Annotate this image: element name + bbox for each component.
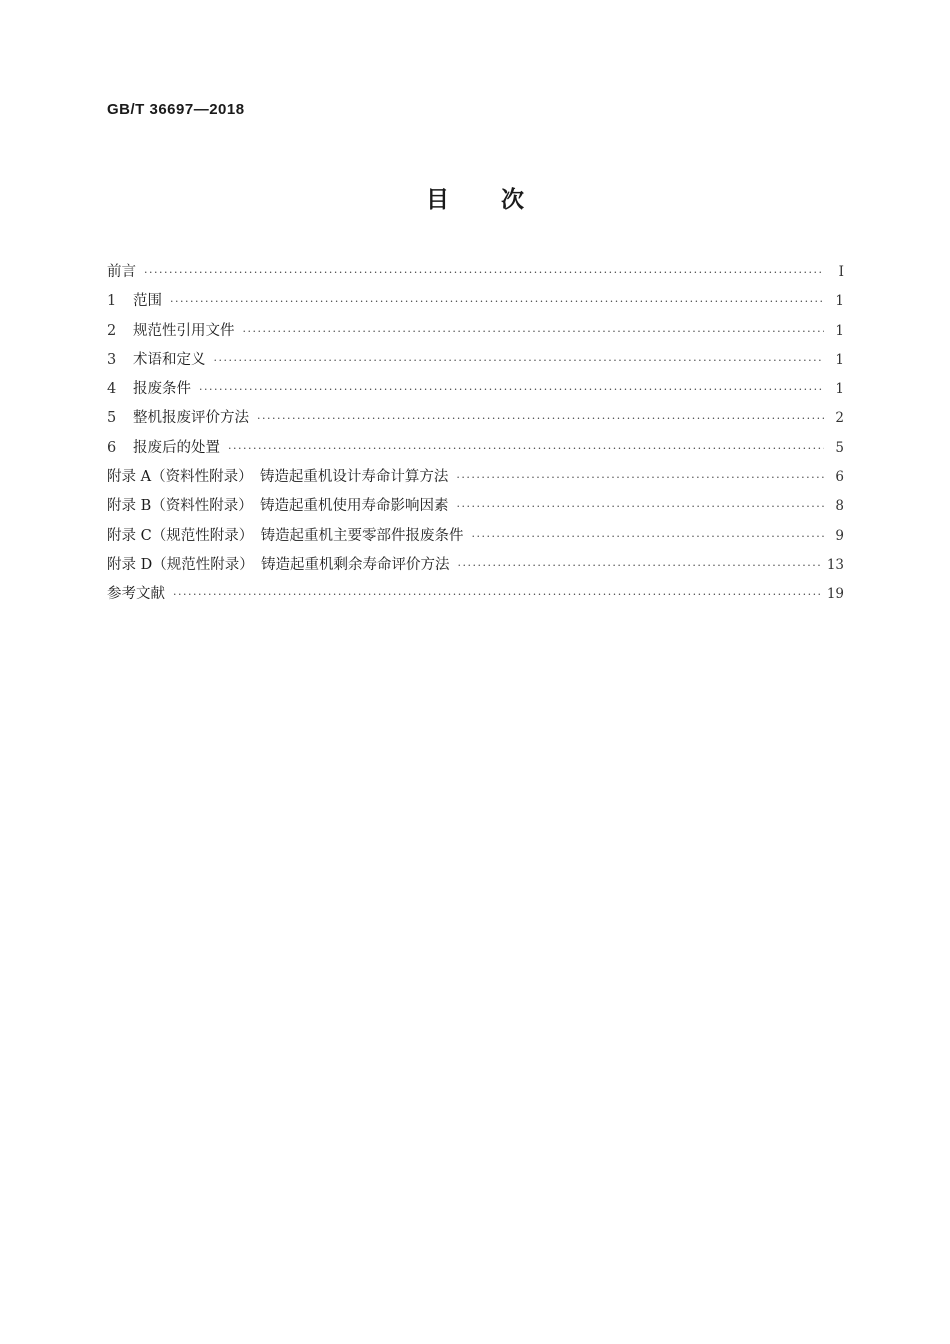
toc-leader-dots — [214, 346, 825, 375]
toc-entry-label: 4 报废条件 — [107, 375, 199, 404]
toc-entry-label: 附录 C（规范性附录） 铸造起重机主要零部件报废条件 — [107, 527, 464, 544]
toc-section-number: 4 — [107, 381, 117, 398]
toc-entry-label: 6 报废后的处置 — [107, 434, 228, 463]
toc-entry-label: 附录 B（资料性附录） 铸造起重机使用寿命影响因素 — [107, 498, 449, 515]
toc-entry-label: 5 整机报废评价方法 — [107, 404, 257, 433]
toc-leader-dots — [457, 492, 824, 521]
toc-page-number: 9 — [835, 527, 844, 544]
toc-page-number: Ⅰ — [838, 264, 844, 280]
standard-number: GB/T 36697—2018 — [107, 101, 245, 118]
toc-entry-label: 附录 D（规范性附录） 铸造起重机剩余寿命评价方法 — [107, 556, 450, 573]
toc-page-number: 1 — [835, 322, 844, 339]
toc-page-number: 1 — [835, 351, 844, 368]
toc-page-number: 5 — [835, 439, 844, 456]
toc-page-number: 19 — [826, 586, 844, 603]
toc-page-number: 2 — [835, 410, 844, 427]
toc-leader-dots — [199, 375, 824, 404]
toc-leader-dots — [144, 258, 824, 287]
toc-section-number: 6 — [107, 439, 117, 456]
toc-entry-scope[interactable] — [107, 287, 844, 316]
toc-page-number: 13 — [826, 556, 844, 573]
toc-entry-label: 2 规范性引用文件 — [107, 317, 243, 346]
toc-entry-annex-a[interactable] — [107, 463, 844, 492]
toc-entry-terms[interactable] — [107, 346, 844, 375]
toc-page-number: 8 — [835, 498, 844, 515]
toc-entry-annex-d[interactable] — [107, 551, 844, 580]
toc-page-number: 1 — [835, 293, 844, 310]
toc-entry-label: 1 范围 — [107, 287, 170, 316]
toc-entry-disposal[interactable] — [107, 434, 844, 463]
toc-section-number: 2 — [107, 322, 117, 339]
toc-entry-bibliography[interactable] — [107, 580, 844, 609]
toc-entry-label: 参考文献 — [107, 586, 165, 603]
page-title: 目次 — [426, 187, 576, 213]
toc-entry-label: 附录 A（资料性附录） 铸造起重机设计寿命计算方法 — [107, 469, 449, 486]
toc-entry-foreword[interactable] — [107, 258, 844, 287]
toc-page-number: 6 — [835, 469, 844, 486]
toc-section-number: 3 — [107, 351, 117, 368]
toc-leader-dots — [471, 522, 824, 551]
toc-leader-dots — [170, 287, 824, 316]
toc-entry-annex-b[interactable] — [107, 492, 844, 521]
toc-entry-label: 3 术语和定义 — [107, 346, 214, 375]
toc-page-number: 1 — [835, 381, 844, 398]
toc-entry-label: 前言 — [107, 264, 136, 280]
toc-entry-evaluation-method[interactable] — [107, 404, 844, 433]
table-of-contents — [107, 258, 844, 610]
toc-entry-normative-references[interactable] — [107, 317, 844, 346]
toc-leader-dots — [457, 551, 820, 580]
toc-entry-scrapping-conditions[interactable] — [107, 375, 844, 404]
toc-leader-dots — [173, 580, 821, 609]
toc-entry-annex-c[interactable] — [107, 522, 844, 551]
toc-leader-dots — [228, 434, 824, 463]
toc-leader-dots — [456, 463, 824, 492]
toc-section-number: 1 — [107, 293, 117, 310]
toc-leader-dots — [257, 404, 824, 433]
toc-section-number: 5 — [107, 410, 117, 427]
toc-leader-dots — [243, 317, 825, 346]
